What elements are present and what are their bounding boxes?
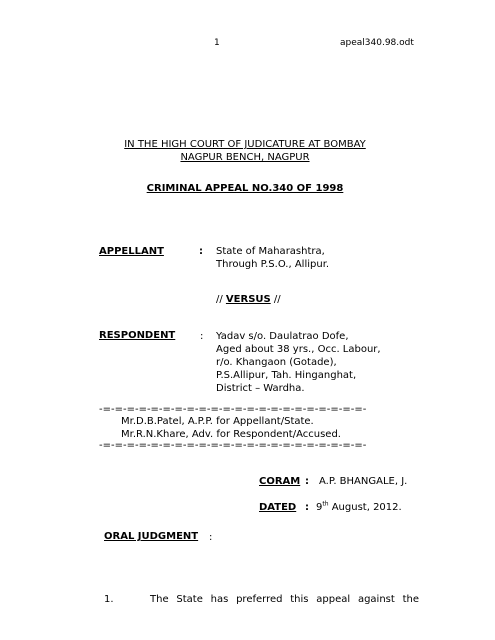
respondent-line-1: Yadav s/o. Daulatrao Dofe, bbox=[216, 331, 349, 342]
respondent-label: RESPONDENT bbox=[99, 330, 176, 341]
versus-heading: // VERSUS // bbox=[216, 294, 281, 305]
dated-label: DATED bbox=[259, 502, 297, 513]
oral-judgment-colon: : bbox=[209, 532, 213, 543]
respondent-line-3: r/o. Khangaon (Gotade), bbox=[216, 357, 337, 368]
counsel-respondent: Mr.R.N.Khare, Adv. for Respondent/Accused. bbox=[121, 429, 341, 440]
dated-value: 9th August, 2012. bbox=[316, 500, 402, 513]
case-number: CRIMINAL APPEAL NO.340 OF 1998 bbox=[146, 183, 344, 194]
counsel-appellant: Mr.D.B.Patel, A.P.P. for Appellant/State. bbox=[121, 416, 314, 427]
separator-top: -=-=-=-=-=-=-=-=-=-=-=-=-=-=-=-=-=-=-=-=-=-=- bbox=[99, 404, 367, 415]
file-name: apeal340.98.odt bbox=[340, 38, 414, 48]
appellant-line-1: State of Maharashtra, bbox=[216, 246, 325, 257]
paragraph-number: 1. bbox=[104, 594, 114, 605]
court-title-line-1: IN THE HIGH COURT OF JUDICATURE AT BOMBAY bbox=[124, 139, 366, 150]
oral-judgment-heading: ORAL JUDGMENT bbox=[104, 531, 199, 542]
page-number: 1 bbox=[214, 38, 220, 48]
paragraph-text: The State has preferred this appeal against the bbox=[150, 594, 419, 605]
respondent-line-4: P.S.Allipur, Tah. Hinganghat, bbox=[216, 370, 357, 381]
respondent-line-5: District – Wardha. bbox=[216, 383, 305, 394]
appellant-line-2: Through P.S.O., Allipur. bbox=[216, 259, 330, 270]
coram-judge: A.P. BHANGALE, J. bbox=[319, 476, 408, 487]
separator-bottom: -=-=-=-=-=-=-=-=-=-=-=-=-=-=-=-=-=-=-=-=-=-=- bbox=[99, 440, 367, 451]
respondent-line-2: Aged about 38 yrs., Occ. Labour, bbox=[216, 344, 381, 355]
dated-colon: : bbox=[305, 502, 309, 513]
respondent-colon: : bbox=[200, 331, 204, 342]
coram-label: CORAM bbox=[259, 476, 301, 487]
appellant-colon: : bbox=[199, 246, 203, 257]
appellant-label: APPELLANT bbox=[99, 246, 164, 257]
court-title-line-2: NAGPUR BENCH, NAGPUR bbox=[180, 152, 310, 163]
coram-colon: : bbox=[305, 476, 309, 487]
